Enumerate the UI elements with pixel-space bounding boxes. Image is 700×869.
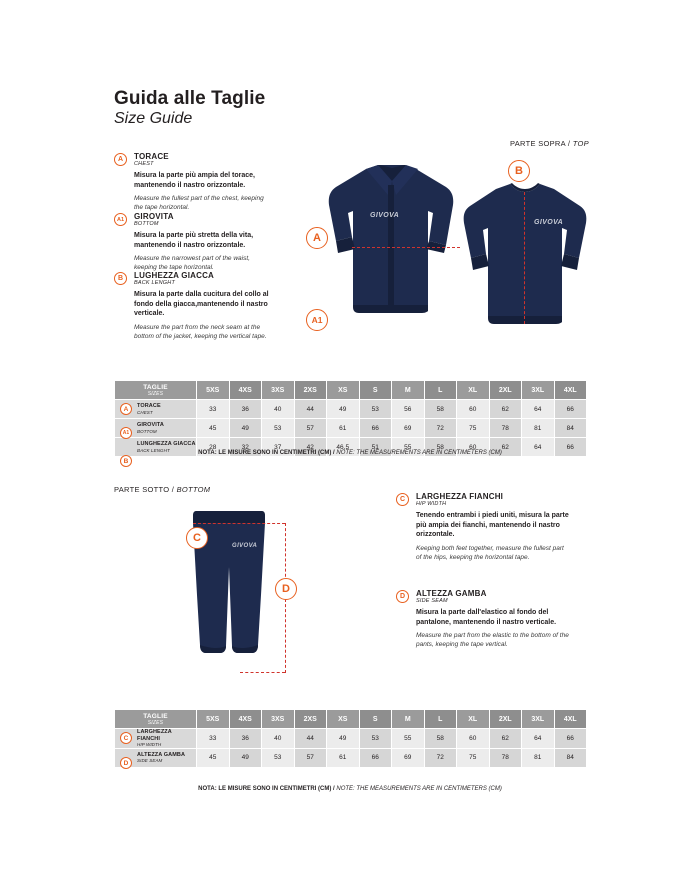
table-cell: 69 (392, 748, 425, 767)
table-cell: 81 (522, 748, 555, 767)
table-header-size: 2XL (489, 381, 522, 400)
table-cell: 62 (489, 729, 522, 749)
table-cell: 49 (327, 729, 360, 749)
table-cell: 75 (457, 748, 490, 767)
table-header-size: M (392, 381, 425, 400)
table-cell: 60 (457, 729, 490, 749)
leg-measure-base (240, 672, 285, 673)
row-label-en: BOTTOM (137, 428, 157, 434)
title-sub: Size Guide (114, 110, 193, 127)
svg-text:GIVOVA: GIVOVA (370, 212, 400, 219)
table-cell: 58 (424, 729, 457, 749)
table-cell: 60 (457, 400, 490, 419)
table-cell: 36 (229, 400, 262, 419)
measurement-text-it: Misura la parte più stretta della vita, mantenendo il nastro orizzontale. (134, 232, 254, 249)
section-caption-bottom-en: BOTTOM (176, 485, 211, 494)
measurement-text-en: Measure the fullest part of the chest, keeping the tape horizontal. (134, 195, 264, 211)
figure-callout-c: C (186, 527, 208, 549)
table-header-size: S (359, 710, 392, 729)
table-cell: 36 (229, 729, 262, 749)
table-cell: 53 (262, 748, 295, 767)
table-cell: 72 (424, 748, 457, 767)
figure-callout-a1: A1 (306, 309, 328, 331)
table-header-size: 5XS (197, 710, 230, 729)
table-cell: 45 (197, 748, 230, 767)
measurement-name-it: GIROVITA (134, 212, 174, 221)
measurement-name-it: ALTEZZA GAMBA (416, 589, 487, 598)
measurement-name-en: HIP WIDTH (416, 501, 447, 507)
table-badge-c: C (120, 732, 132, 744)
table-header-size: 4XS (229, 710, 262, 729)
measurement-name-en: SIDE SEAM (416, 598, 448, 604)
table-cell: 51 (359, 438, 392, 457)
table-header-size: 4XL (554, 710, 587, 729)
table-cell: 44 (294, 729, 327, 749)
measurement-name-en: BACK LENGHT (134, 280, 176, 286)
table-note-bottom (114, 786, 586, 792)
table-cell: 53 (359, 729, 392, 749)
section-caption-bottom (114, 485, 210, 494)
table-cell: 61 (327, 419, 360, 438)
table-cell: 64 (522, 400, 555, 419)
measurement-text-en: Measure the narrowest part of the waist, keeping the tape horizontal. (134, 255, 250, 271)
jacket-front-image (322, 155, 462, 335)
row-label-it: TORACE (137, 403, 161, 409)
table-header-size: 4XS (229, 381, 262, 400)
table-cell: 81 (522, 419, 555, 438)
measurement-desc-jacket-length (114, 271, 274, 341)
measurement-text-it: Misura la parte più ampia del torace, mantenendo il nastro orizzontale. (134, 172, 255, 189)
row-label-it: GIROVITA (137, 422, 164, 428)
table-header-size: XS (327, 710, 360, 729)
row-label-it: ALTEZZA GAMBA (137, 751, 186, 758)
figure-callout-a: A (306, 227, 328, 249)
table-cell: 53 (359, 400, 392, 419)
table-header-size: XL (457, 710, 490, 729)
table-cell: 44 (294, 400, 327, 419)
table-note-top-en: NOTE: THE MEASUREMENTS ARE IN CENTIMETERS (CM) (336, 450, 502, 456)
table-cell: 64 (522, 438, 555, 457)
table-header-row (115, 710, 587, 729)
table-cell: 66 (554, 400, 587, 419)
section-caption-top-en: TOP (572, 139, 589, 148)
table-row (115, 748, 587, 767)
table-cell: 78 (489, 419, 522, 438)
badge-d: D (396, 590, 409, 603)
table-cell: 33 (197, 729, 230, 749)
size-table-top (114, 380, 587, 457)
table-cell: 57 (294, 748, 327, 767)
table-header-size: 4XL (554, 381, 587, 400)
table-header-size: 2XS (294, 381, 327, 400)
badge-b: B (114, 272, 127, 285)
table-cell: 69 (392, 419, 425, 438)
table-cell: 84 (554, 419, 587, 438)
table-cell: 64 (522, 729, 555, 749)
table-header-label (115, 710, 197, 729)
table-cell: 57 (294, 419, 327, 438)
table-cell: 62 (489, 400, 522, 419)
page-title (114, 88, 265, 128)
table-header-label (115, 381, 197, 400)
table-cell: 53 (262, 419, 295, 438)
figure-callout-b: B (508, 160, 530, 182)
measurement-text-it: Misura la parte dall'elastico al fondo del pantalone, mantenendo il nastro verticale. (416, 609, 557, 626)
table-header-label-en: SIZES (147, 390, 164, 397)
back-length-measure-line (524, 192, 525, 324)
table-cell: 58 (424, 438, 457, 457)
chest-measure-line (352, 247, 460, 248)
table-badge-d: D (120, 757, 132, 769)
row-label-en: BACK LENGHT (137, 447, 170, 453)
badge-a: A (114, 153, 127, 166)
table-cell: 56 (392, 400, 425, 419)
measurement-text-en: Keeping both feet together, measure the fullest part of the hips, keeping the horizontal tape. (416, 544, 564, 561)
table-header-size: 3XS (262, 381, 295, 400)
size-table-bottom (114, 709, 587, 768)
table-cell: 55 (392, 729, 425, 749)
measurement-name-it: LARGHEZZA FIANCHI (416, 492, 504, 501)
table-header-size: L (424, 381, 457, 400)
table-badge-a: A (120, 403, 132, 415)
table-note-bottom-en: NOTE: THE MEASUREMENTS ARE IN CENTIMETERS (CM) (336, 786, 502, 792)
row-label-en: SIDE SEAM (137, 758, 163, 763)
table-cell: 49 (229, 419, 262, 438)
table-header-label-en: SIZES (147, 719, 164, 726)
table-cell: 32 (229, 438, 262, 457)
table-header-row (115, 381, 587, 400)
table-cell: 46,5 (327, 438, 360, 457)
table-cell: 28 (197, 438, 230, 457)
table-cell: 84 (554, 748, 587, 767)
table-cell: 66 (359, 748, 392, 767)
row-label-it: LARGHEZZA FIANCHI (137, 729, 172, 742)
measurement-text-it: Tenendo entrambi i piedi uniti, misura la parte più ampia dei fianchi, mantenendo il nastro orizzontale. (416, 512, 569, 538)
row-label-en: HIP WIDTH (137, 742, 162, 747)
section-caption-top (510, 139, 589, 148)
measurement-text-en: Measure the part from the elastic to the bottom of the pants, keeping the tape vertical. (416, 632, 569, 648)
measurement-desc-side-seam (396, 589, 571, 649)
table-header-size: L (424, 710, 457, 729)
table-cell: 49 (327, 400, 360, 419)
table-header-size: S (359, 381, 392, 400)
table-cell: 45 (197, 419, 230, 438)
table-header-size: 2XL (489, 710, 522, 729)
table-cell: 55 (392, 438, 425, 457)
measurement-desc-chest (114, 152, 274, 212)
table-cell: 40 (262, 400, 295, 419)
hip-measure-line (193, 523, 285, 524)
badge-a1: A1 (114, 213, 127, 226)
badge-c: C (396, 493, 409, 506)
measurement-text-en: Measure the part from the neck seam at the bottom of the jacket, keeping the vertical tape. (134, 323, 267, 340)
table-cell: 40 (262, 729, 295, 749)
measurement-name-it: LUGHEZZA GIACCA (134, 271, 215, 280)
table-row (115, 729, 587, 749)
table-cell: 62 (489, 438, 522, 457)
table-header-size: XL (457, 381, 490, 400)
section-caption-top-it: PARTE SOPRA / (510, 139, 571, 148)
table-cell: 78 (489, 748, 522, 767)
table-note-top-it: NOTA: LE MISURE SONO IN CENTIMETRI (CM) / (198, 450, 335, 456)
table-header-size: XS (327, 381, 360, 400)
table-cell: 61 (327, 748, 360, 767)
table-header-size: 3XL (522, 381, 555, 400)
title-main: Guida alle Taglie (114, 88, 266, 109)
table-cell: 33 (197, 400, 230, 419)
measurement-name-en: BOTTOM (134, 221, 159, 227)
jacket-back-image (460, 176, 590, 341)
section-caption-bottom-it: PARTE SOTTO / (114, 485, 175, 494)
table-header-size: M (392, 710, 425, 729)
row-label-it: LUNGHEZZA GIACCA (137, 441, 196, 447)
table-cell: 49 (229, 748, 262, 767)
table-header-size: 3XL (522, 710, 555, 729)
table-cell: 75 (457, 419, 490, 438)
table-cell: 66 (359, 419, 392, 438)
table-cell: 42 (294, 438, 327, 457)
measurement-desc-waist (114, 212, 274, 272)
table-cell: 72 (424, 419, 457, 438)
svg-text:GIVOVA: GIVOVA (534, 219, 564, 226)
table-header-size: 3XS (262, 710, 295, 729)
measurement-text-it: Misura la parte dalla cucitura del collo al fondo della giacca,mantenendo il nastro verticale. (134, 291, 269, 317)
table-cell: 66 (554, 438, 587, 457)
table-cell: 66 (554, 729, 587, 749)
table-header-label-it: TAGLIE (143, 383, 168, 391)
table-header-size: 5XS (197, 381, 230, 400)
table-note-bottom-it: NOTA: LE MISURE SONO IN CENTIMETRI (CM) / (198, 786, 335, 792)
table-cell: 37 (262, 438, 295, 457)
measurement-desc-hip (396, 492, 571, 562)
measurement-name-it: TORACE (134, 152, 169, 161)
measurement-name-en: CHEST (134, 161, 154, 167)
table-row (115, 419, 587, 438)
table-header-label-it: TAGLIE (143, 712, 168, 720)
table-badge-b: B (120, 455, 132, 467)
row-label-en: CHEST (137, 409, 153, 415)
table-cell: 58 (424, 400, 457, 419)
svg-text:GIVOVA: GIVOVA (232, 543, 258, 549)
table-header-size: 2XS (294, 710, 327, 729)
table-row (115, 400, 587, 419)
table-badge-a1: A1 (120, 427, 132, 439)
table-cell: 60 (457, 438, 490, 457)
figure-callout-d: D (275, 578, 297, 600)
